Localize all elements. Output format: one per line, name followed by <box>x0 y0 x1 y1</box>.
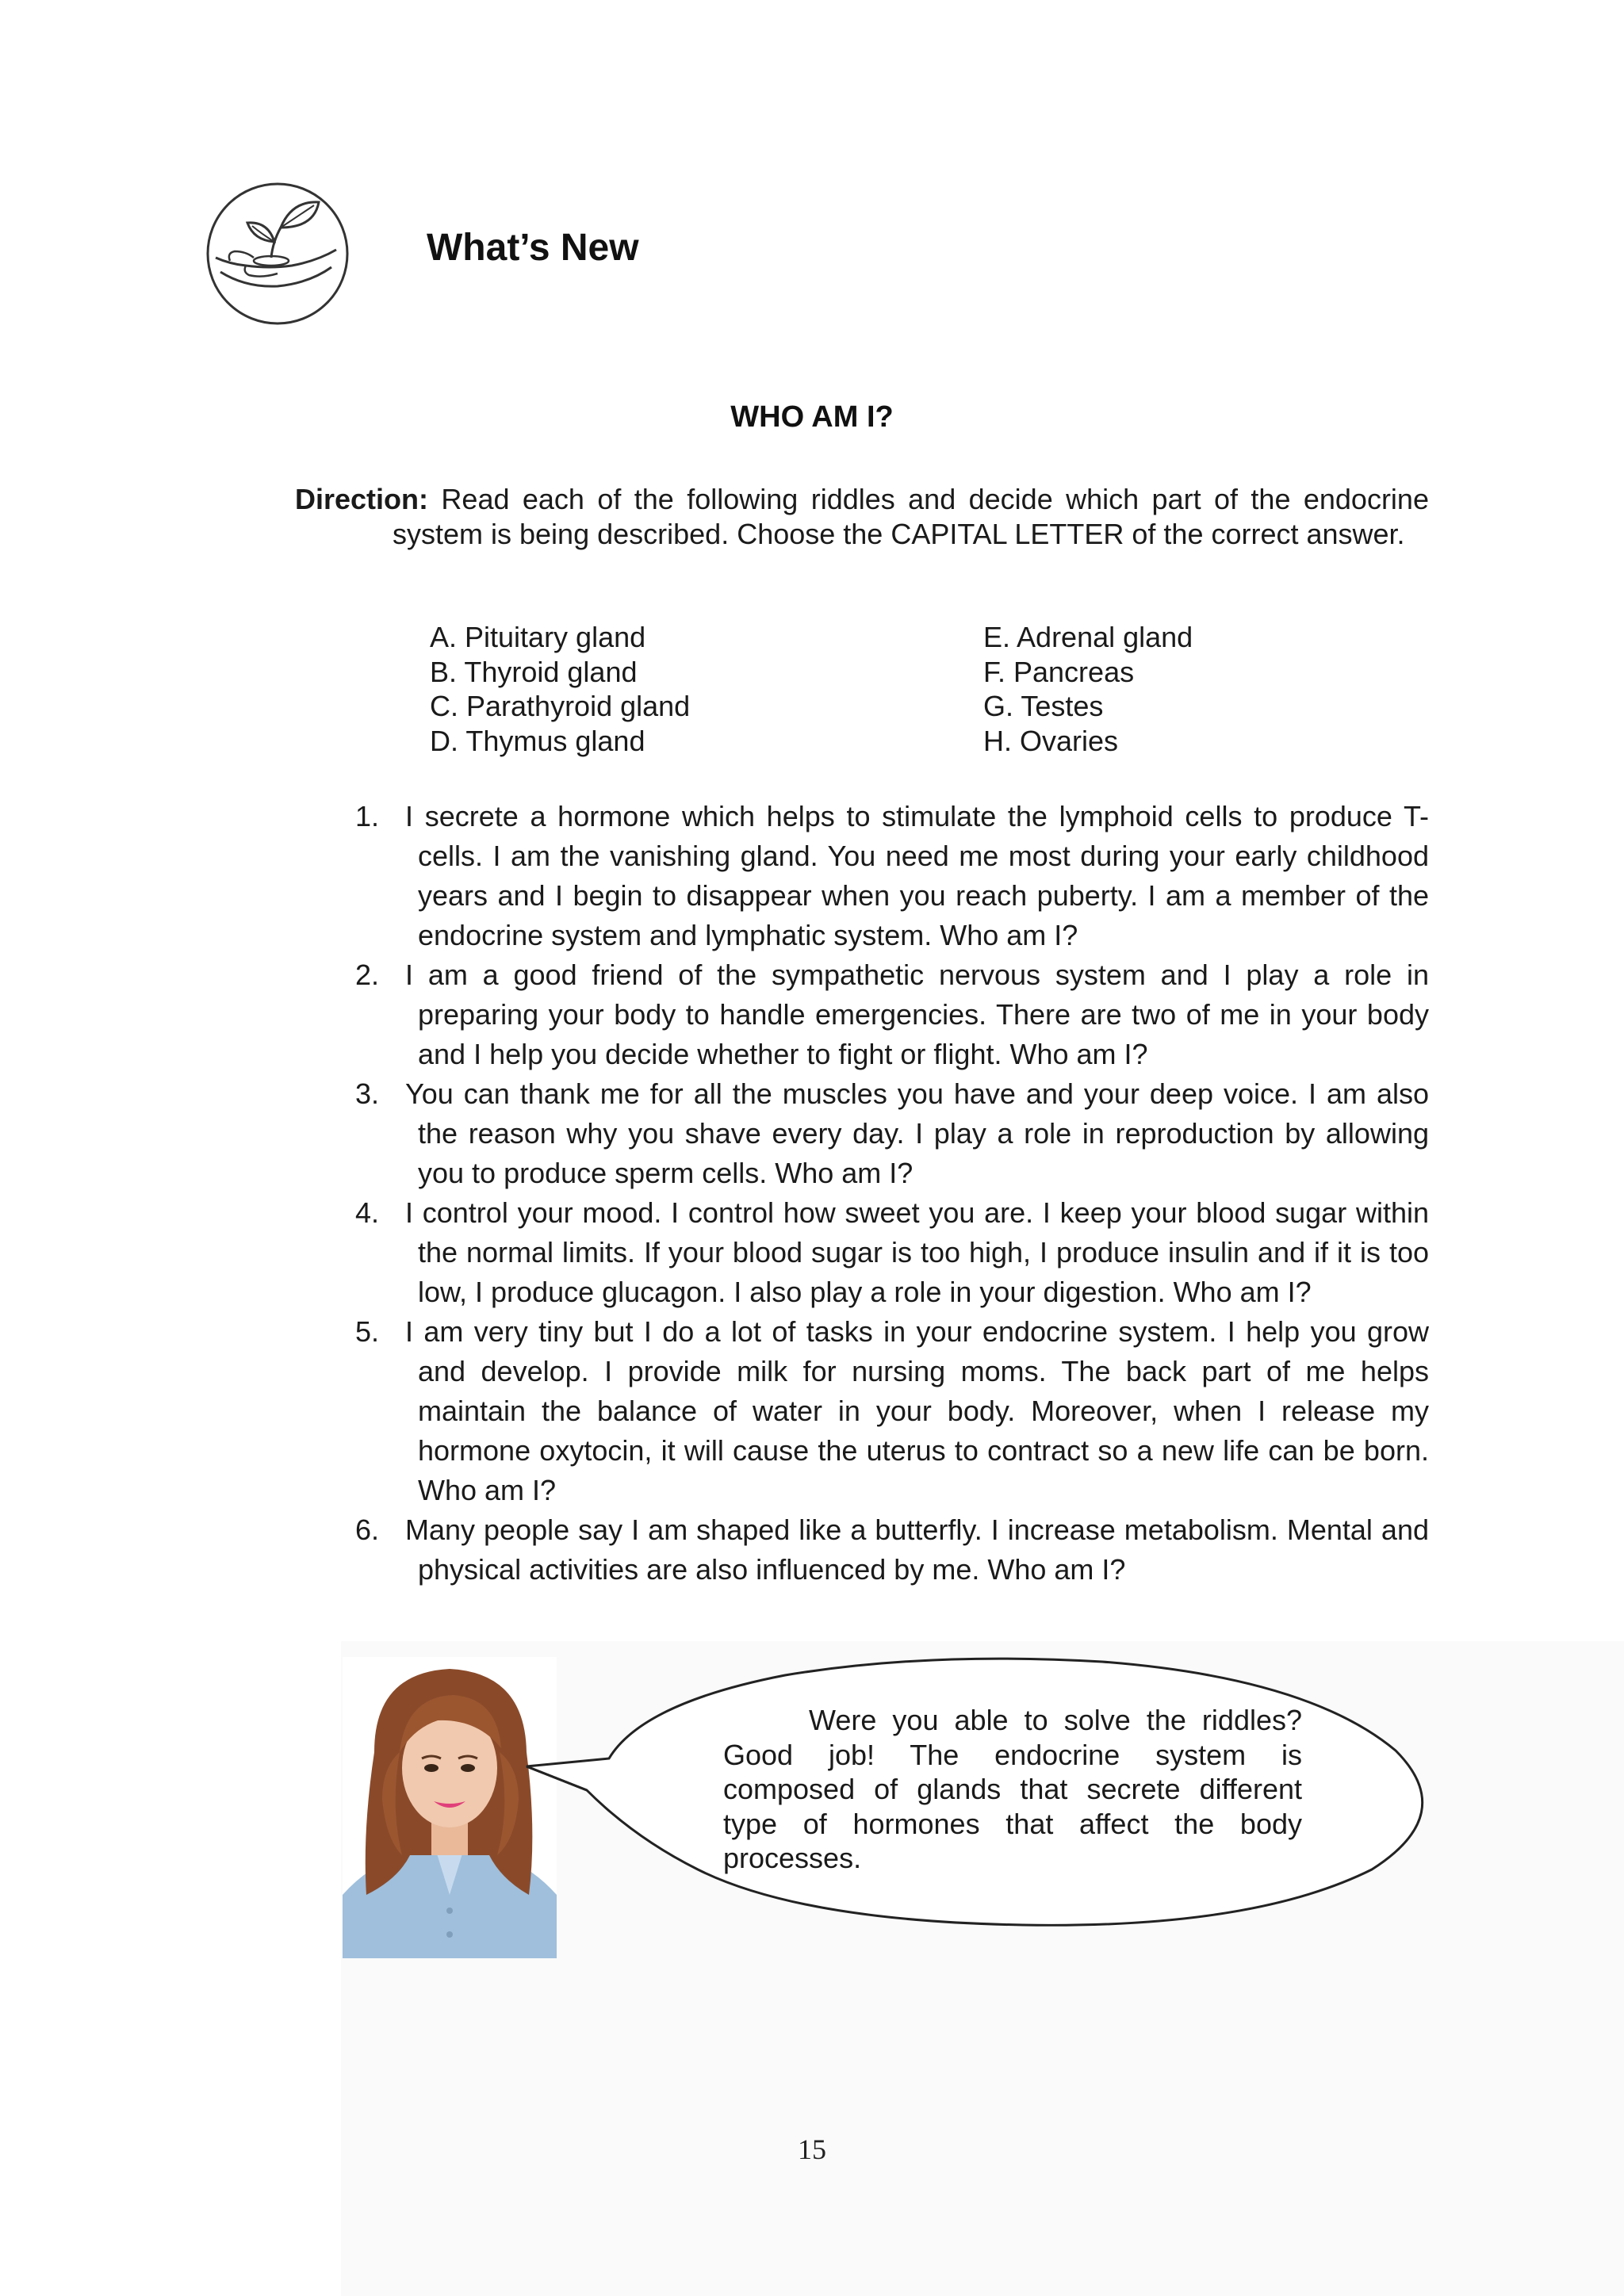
riddle-text: I am a good friend of the sympathetic nervous system and I play a role in preparing your body to handle emergencies. There are two of me in your body and I help you decide whether to fight or flight. Who am I? <box>405 959 1429 1070</box>
riddle-number: 5. <box>355 1315 380 1348</box>
riddle-number: 3. <box>355 1077 380 1110</box>
riddle-item <box>355 1074 1429 1193</box>
activity-title: WHO AM I? <box>730 400 894 434</box>
riddle-item <box>355 955 1429 1074</box>
direction-paragraph <box>295 482 1429 552</box>
choice-item: F. Pancreas <box>983 655 1135 688</box>
direction-label: Direction: <box>295 483 429 515</box>
riddle-number: 4. <box>355 1196 380 1229</box>
choice-item: H. Ovaries <box>983 724 1119 757</box>
riddle-item <box>355 1510 1429 1590</box>
riddle-text: I secrete a hormone which helps to stimulate the lymphoid cells to produce T-cells. I am the vanishing gland. You need me most during your early childhood years and I begin to disappear when you reach puberty. I am a member of the endocrine system and lymphatic system. Who am I? <box>405 800 1429 951</box>
choice-item: B. Thyroid gland <box>430 655 638 688</box>
choices-right <box>983 620 1193 758</box>
section-title: What’s New <box>427 227 639 269</box>
choice-item: C. Parathyroid gland <box>430 690 691 722</box>
choice-item: A. Pituitary gland <box>430 621 646 653</box>
choice-item: G. Testes <box>983 690 1104 722</box>
speech-bubble-text: Were you able to solve the riddles? Good job! The endocrine system is composed of glands that secrete different type of hormones that affect the body processes. <box>723 1704 1302 1874</box>
choices-left <box>430 620 690 758</box>
page-number: 15 <box>798 2133 826 2165</box>
riddle-text: I control your mood. I control how sweet you are. I keep your blood sugar within the normal limits. If your blood sugar is too high, I produce insulin and if it is too low, I produce glucagon. I also play a role in your digestion. Who am I? <box>405 1196 1429 1308</box>
riddle-number: 1. <box>355 800 380 832</box>
riddle-number: 2. <box>355 959 380 991</box>
riddle-text: You can thank me for all the muscles you have and your deep voice. I am also the reason why you shave every day. I play a role in reproduction by allowing you to produce sperm cells. Who am I? <box>405 1077 1429 1189</box>
riddle-item <box>355 1193 1429 1312</box>
choice-item: D. Thymus gland <box>430 724 645 757</box>
riddle-text: I am very tiny but I do a lot of tasks in your endocrine system. I help you grow and develop. I provide milk for nursing moms. The back part of me helps maintain the balance of water in your body. Moreover, when I release my hormone oxytocin, it will cause the uterus to contract so a new life can be born. Who am I? <box>405 1315 1429 1506</box>
direction-text: Read each of the following riddles and decide which part of the endocrine system is being described. Choose the CAPITAL LETTER of the correct answer. <box>393 483 1429 550</box>
riddle-number: 6. <box>355 1513 380 1546</box>
riddle-item <box>355 1312 1429 1510</box>
riddle-item <box>355 797 1429 955</box>
choice-item: E. Adrenal gland <box>983 621 1193 653</box>
riddle-text: Many people say I am shaped like a butterfly. I increase metabolism. Mental and physical activities are also influenced by me. Who am I? <box>405 1513 1429 1586</box>
hand-holding-plant-icon <box>198 178 357 329</box>
riddle-list <box>355 797 1429 1590</box>
